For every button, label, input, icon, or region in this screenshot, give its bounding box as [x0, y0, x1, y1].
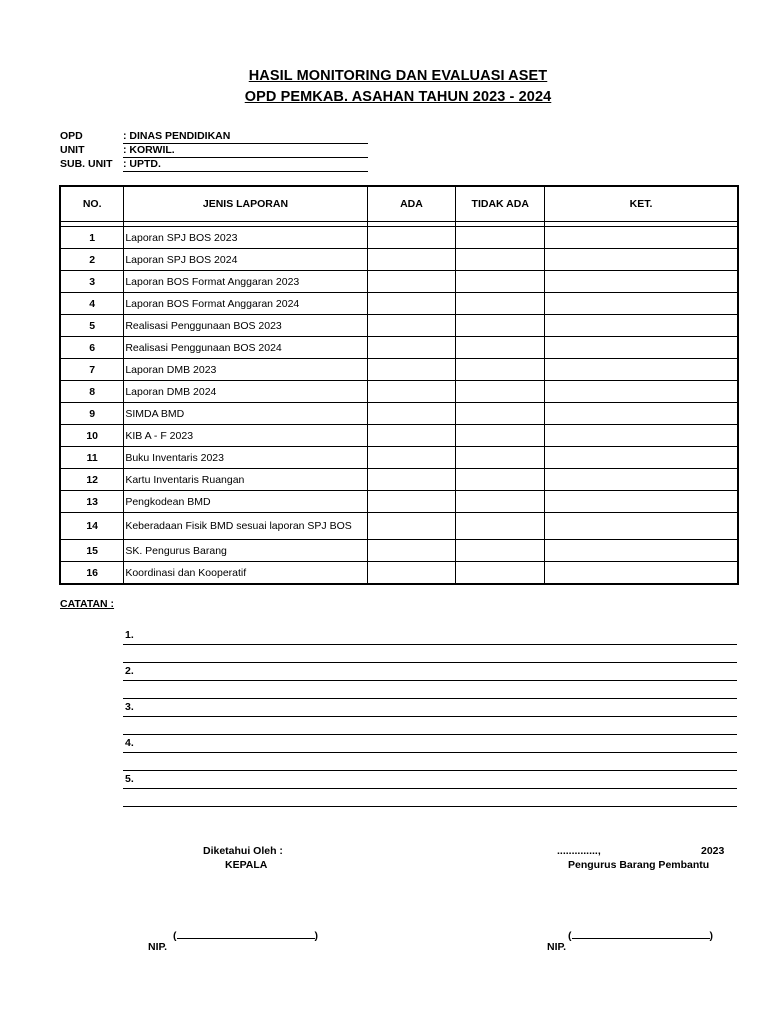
row-jenis: SIMDA BMD — [124, 403, 367, 425]
cell-ada[interactable] — [367, 227, 456, 249]
cell-ket[interactable] — [545, 249, 738, 271]
row-no: 1 — [60, 227, 124, 249]
table-row — [60, 540, 738, 562]
row-jenis: Realisasi Penggunaan BOS 2023 — [124, 315, 367, 337]
sig-left-label: Diketahui Oleh : — [203, 845, 283, 857]
note-line — [123, 789, 737, 807]
cell-ada[interactable] — [367, 315, 456, 337]
cell-tidak-ada[interactable] — [456, 359, 545, 381]
note-item[interactable] — [123, 736, 737, 771]
row-jenis: Koordinasi dan Kooperatif — [124, 562, 367, 585]
row-jenis: Pengkodean BMD — [124, 491, 367, 513]
cell-tidak-ada[interactable] — [456, 491, 545, 513]
cell-ket[interactable] — [545, 469, 738, 491]
note-item[interactable] — [123, 772, 737, 807]
cell-ket[interactable] — [545, 227, 738, 249]
table-row — [60, 491, 738, 513]
meta-row-unit — [60, 144, 370, 158]
row-no: 9 — [60, 403, 124, 425]
cell-tidak-ada[interactable] — [456, 271, 545, 293]
cell-ket[interactable] — [545, 562, 738, 585]
sig-left-close: ) — [314, 930, 318, 942]
table-row — [60, 249, 738, 271]
cell-ada[interactable] — [367, 447, 456, 469]
cell-ket[interactable] — [545, 513, 738, 540]
note-number: 2. — [123, 664, 737, 681]
header-jenis-laporan: JENIS LAPORAN — [124, 186, 367, 222]
report-table — [59, 185, 739, 585]
cell-tidak-ada[interactable] — [456, 469, 545, 491]
row-no: 12 — [60, 469, 124, 491]
header-ket: KET. — [545, 186, 738, 222]
row-no: 13 — [60, 491, 124, 513]
note-number: 5. — [123, 772, 737, 789]
catatan-label: CATATAN : — [60, 598, 115, 610]
table-row — [60, 227, 738, 249]
table-row — [60, 381, 738, 403]
cell-tidak-ada[interactable] — [456, 227, 545, 249]
cell-ada[interactable] — [367, 562, 456, 585]
cell-ada[interactable] — [367, 425, 456, 447]
sig-right-nip: NIP. — [547, 941, 567, 953]
row-jenis: Laporan SPJ BOS 2024 — [124, 249, 367, 271]
row-no: 3 — [60, 271, 124, 293]
row-no: 6 — [60, 337, 124, 359]
cell-tidak-ada[interactable] — [456, 425, 545, 447]
header-no: NO. — [60, 186, 124, 222]
note-line — [123, 645, 737, 663]
cell-ket[interactable] — [545, 491, 738, 513]
cell-ada[interactable] — [367, 293, 456, 315]
row-jenis: Laporan DMB 2023 — [124, 359, 367, 381]
table-row — [60, 337, 738, 359]
sig-left-open: ( — [173, 930, 177, 942]
note-item[interactable] — [123, 700, 737, 735]
document-title-line2: OPD PEMKAB. ASAHAN TAHUN 2023 - 2024 — [244, 89, 552, 105]
table-row — [60, 562, 738, 585]
table-header-row — [60, 186, 738, 222]
cell-ada[interactable] — [367, 491, 456, 513]
sig-left-name-blank — [177, 928, 315, 939]
note-line — [123, 753, 737, 771]
note-line — [123, 681, 737, 699]
cell-ket[interactable] — [545, 381, 738, 403]
cell-ket[interactable] — [545, 293, 738, 315]
note-item[interactable] — [123, 664, 737, 699]
meta-value: : KORWIL. — [123, 144, 368, 158]
row-no: 7 — [60, 359, 124, 381]
document-title-line1: HASIL MONITORING DAN EVALUASI ASET — [248, 68, 548, 84]
row-no: 16 — [60, 562, 124, 585]
table-row — [60, 447, 738, 469]
row-no: 14 — [60, 513, 124, 540]
meta-value: : DINAS PENDIDIKAN — [123, 130, 368, 144]
cell-ada[interactable] — [367, 271, 456, 293]
sig-right-close: ) — [709, 930, 713, 942]
cell-tidak-ada[interactable] — [456, 540, 545, 562]
note-line — [123, 717, 737, 735]
cell-ada[interactable] — [367, 337, 456, 359]
row-no: 15 — [60, 540, 124, 562]
row-no: 10 — [60, 425, 124, 447]
meta-key: SUB. UNIT — [60, 158, 113, 170]
row-jenis: Laporan SPJ BOS 2023 — [124, 227, 367, 249]
cell-ket[interactable] — [545, 447, 738, 469]
row-jenis: Buku Inventaris 2023 — [124, 447, 367, 469]
cell-ket[interactable] — [545, 315, 738, 337]
header-tidak-ada: TIDAK ADA — [456, 186, 545, 222]
row-jenis: Laporan BOS Format Anggaran 2024 — [124, 293, 367, 315]
note-number: 3. — [123, 700, 737, 717]
row-jenis: SK. Pengurus Barang — [124, 540, 367, 562]
cell-ada[interactable] — [367, 513, 456, 540]
cell-ada[interactable] — [367, 359, 456, 381]
sig-right-name-field[interactable] — [568, 928, 713, 942]
cell-ket[interactable] — [545, 359, 738, 381]
table-row — [60, 271, 738, 293]
row-jenis: Keberadaan Fisik BMD sesuai laporan SPJ BOS — [124, 513, 367, 540]
cell-tidak-ada[interactable] — [456, 513, 545, 540]
meta-row-sub-unit — [60, 158, 370, 172]
cell-ket[interactable] — [545, 337, 738, 359]
sig-left-role: KEPALA — [225, 859, 268, 871]
table-row — [60, 469, 738, 491]
table-row — [60, 315, 738, 337]
table-row — [60, 293, 738, 315]
cell-tidak-ada[interactable] — [456, 293, 545, 315]
cell-ket[interactable] — [545, 271, 738, 293]
cell-tidak-ada[interactable] — [456, 381, 545, 403]
sig-right-date: .............., — [557, 845, 601, 857]
cell-tidak-ada[interactable] — [456, 337, 545, 359]
table-row — [60, 513, 738, 540]
cell-ket[interactable] — [545, 425, 738, 447]
table-row — [60, 359, 738, 381]
row-jenis: Realisasi Penggunaan BOS 2024 — [124, 337, 367, 359]
cell-ada[interactable] — [367, 249, 456, 271]
cell-ada[interactable] — [367, 540, 456, 562]
meta-value: : UPTD. — [123, 158, 368, 172]
sig-right-role: Pengurus Barang Pembantu — [568, 859, 710, 871]
cell-tidak-ada[interactable] — [456, 315, 545, 337]
row-jenis: Laporan BOS Format Anggaran 2023 — [124, 271, 367, 293]
sig-left-name-field[interactable] — [173, 928, 318, 942]
sig-right-name-blank — [572, 928, 710, 939]
row-no: 8 — [60, 381, 124, 403]
row-jenis: Laporan DMB 2024 — [124, 381, 367, 403]
note-number: 4. — [123, 736, 737, 753]
row-jenis: KIB A - F 2023 — [124, 425, 367, 447]
cell-tidak-ada[interactable] — [456, 403, 545, 425]
note-number: 1. — [123, 628, 737, 645]
cell-ada[interactable] — [367, 469, 456, 491]
cell-ket[interactable] — [545, 540, 738, 562]
row-no: 2 — [60, 249, 124, 271]
meta-key: OPD — [60, 130, 83, 142]
note-item[interactable] — [123, 628, 737, 663]
meta-key: UNIT — [60, 144, 85, 156]
row-jenis: Kartu Inventaris Ruangan — [124, 469, 367, 491]
header-ada: ADA — [367, 186, 456, 222]
cell-ada[interactable] — [367, 381, 456, 403]
row-no: 11 — [60, 447, 124, 469]
cell-ada[interactable] — [367, 403, 456, 425]
row-no: 5 — [60, 315, 124, 337]
sig-right-open: ( — [568, 930, 572, 942]
table-row — [60, 425, 738, 447]
sig-left-nip: NIP. — [148, 941, 168, 953]
table-row — [60, 403, 738, 425]
row-no: 4 — [60, 293, 124, 315]
cell-tidak-ada[interactable] — [456, 562, 545, 585]
meta-block — [60, 130, 370, 172]
sig-right-year: 2023 — [701, 845, 725, 857]
cell-tidak-ada[interactable] — [456, 447, 545, 469]
meta-row-opd — [60, 130, 370, 144]
cell-ket[interactable] — [545, 403, 738, 425]
cell-tidak-ada[interactable] — [456, 249, 545, 271]
